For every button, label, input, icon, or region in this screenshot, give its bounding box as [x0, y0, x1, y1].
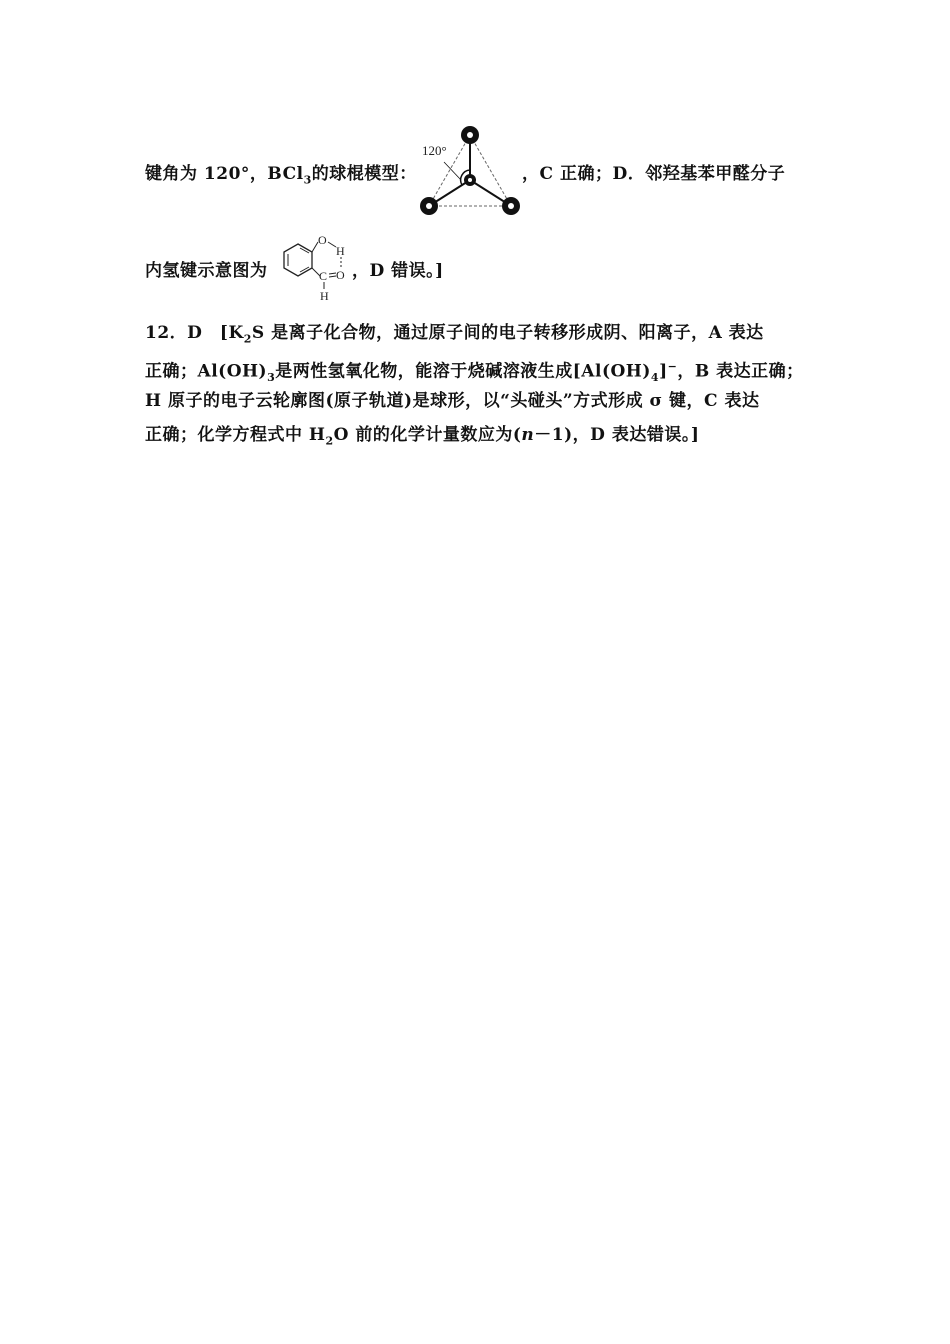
line1-sub: 3	[303, 173, 312, 187]
text-line-2-cont	[352, 260, 444, 282]
q12-l4-c: －1)，D 表达错误。]	[534, 425, 700, 445]
atom-h-aldehyde: H	[320, 289, 329, 303]
q12-l2-sub: 3	[267, 371, 276, 385]
line1-after-fig: ，C 正确；D．邻羟基苯甲醛分子	[522, 164, 786, 184]
q12-line-2	[145, 356, 804, 389]
q12-line-1	[145, 322, 764, 350]
q12-line-4	[145, 424, 699, 452]
q12-l4-b: O 前的化学计量数应为(	[333, 425, 522, 445]
atom-o-hydroxyl: O	[318, 233, 327, 247]
q12-l1-a: 12．D [K	[145, 323, 244, 343]
q12-l3: H 原子的电子云轮廓图(原子轨道)是球形，以“头碰头”方式形成 σ 键，C 表达	[145, 391, 760, 411]
line1-after-sub: 的球棍模型：	[311, 164, 417, 184]
text-line-2	[145, 260, 268, 282]
q12-l4-n: n	[521, 425, 535, 445]
line1-before: 键角为 120°，BCl	[145, 164, 304, 184]
q12-l1-sub: 2	[243, 332, 252, 346]
salicylaldehyde-hbond-figure	[278, 230, 354, 304]
line2-before: 内氢键示意图为	[145, 261, 268, 281]
atom-o-aldehyde: O	[336, 268, 345, 282]
q12-l2-b: 是两性氢氧化物，能溶于烧碱溶液生成[Al(OH)	[275, 361, 651, 382]
q12-l2-d: ，B 表达正确；	[677, 361, 804, 382]
q12-l2-a: 正确；Al(OH)	[145, 361, 268, 382]
atom-c-aldehyde: C	[319, 269, 328, 283]
atom-h-hydroxyl: H	[336, 244, 345, 258]
bcl3-ball-stick-model	[416, 122, 524, 220]
q12-line-3	[145, 390, 759, 412]
text-line-1	[145, 163, 417, 191]
q12-l1-b: S 是离子化合物，通过原子间的电子转移形成阴、阳离子，A 表达	[251, 323, 764, 343]
q12-l2-sub2: 4	[650, 371, 660, 385]
angle-label: 120°	[422, 143, 447, 158]
text-line-1-cont	[522, 163, 785, 185]
q12-l2-sup: −	[667, 360, 678, 373]
q12-l2-c: ]	[659, 361, 668, 382]
line2-after-fig: ，D 错误。]	[352, 261, 444, 281]
q12-l4-sub: 2	[325, 434, 334, 448]
q12-l4-a: 正确；化学方程式中 H	[145, 425, 326, 445]
